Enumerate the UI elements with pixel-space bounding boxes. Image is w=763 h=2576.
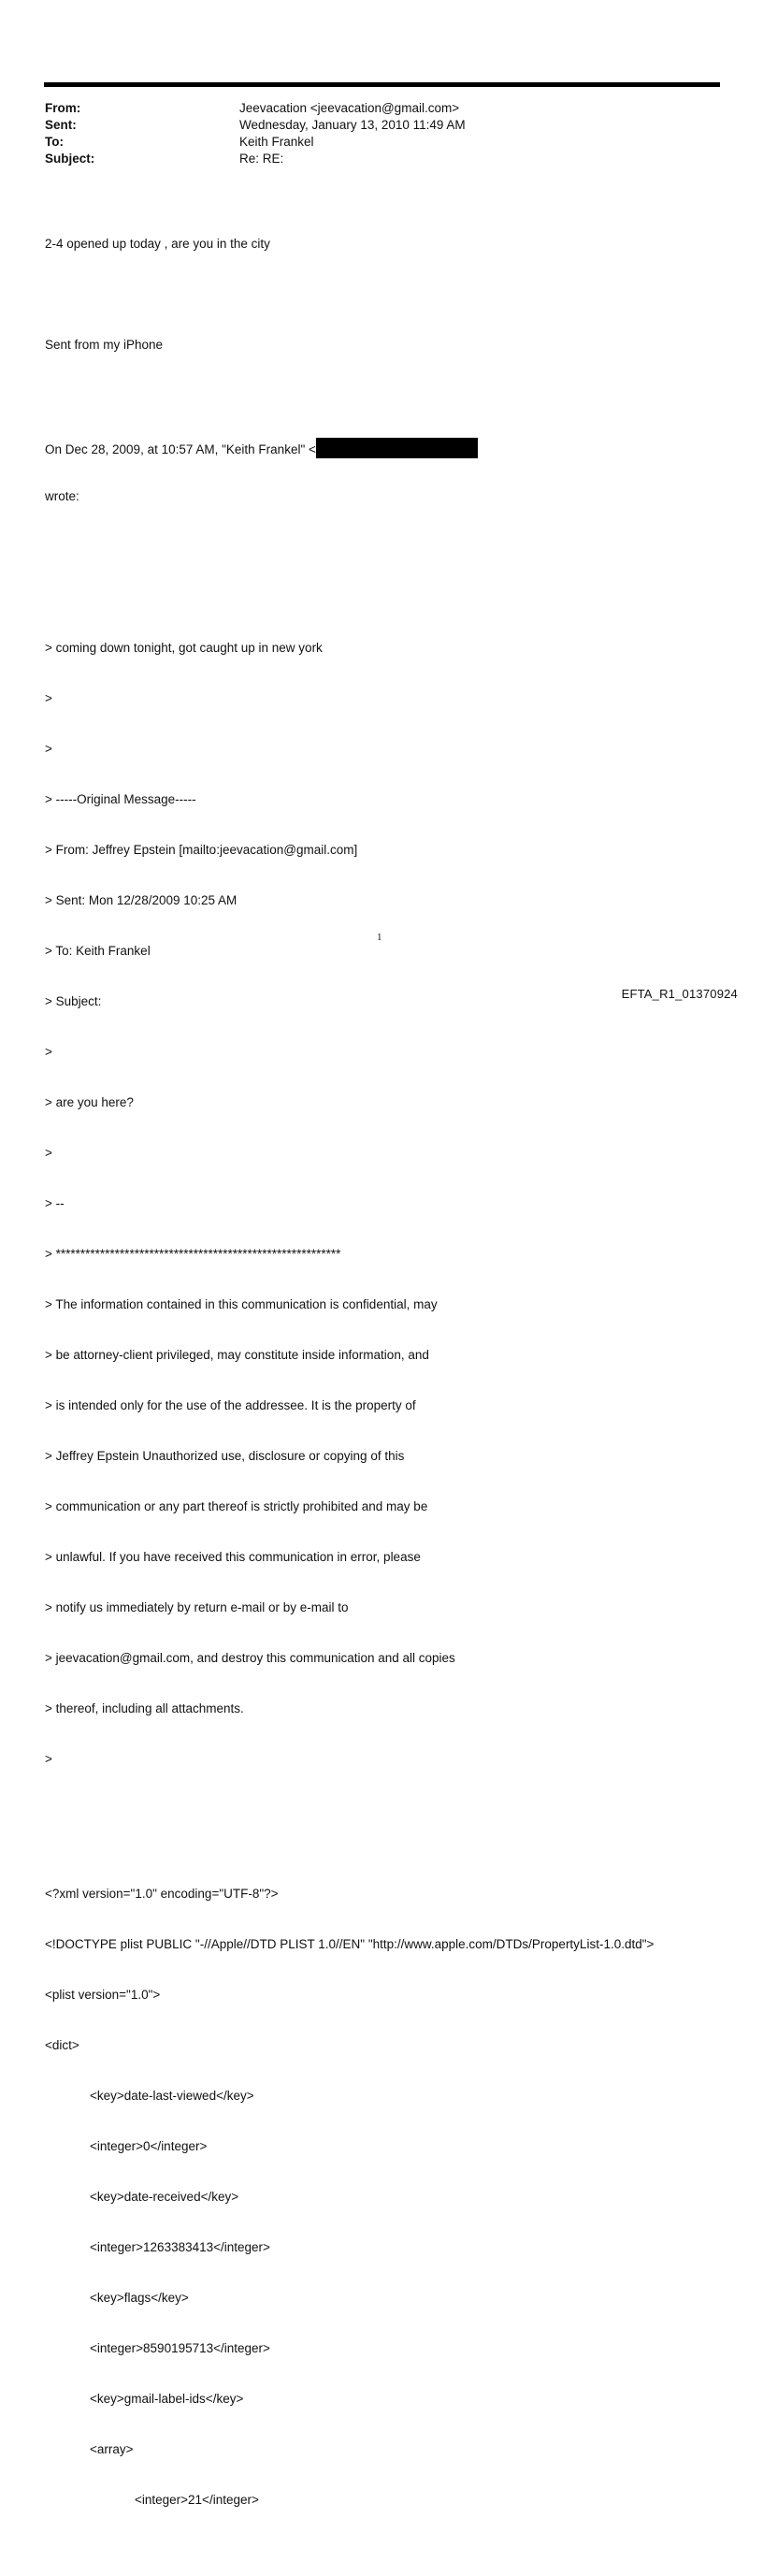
quoted-line: > Sent: Mon 12/28/2009 10:25 AM [45, 893, 238, 907]
from-row [45, 100, 466, 117]
sent-row [45, 117, 466, 134]
header-divider [44, 82, 720, 87]
page-number: 1 [377, 932, 382, 943]
blank-line [45, 387, 718, 404]
quoted-line: > is intended only for the use of the addressee. It is the property of [45, 1398, 416, 1412]
quoted-line: > Subject: [45, 994, 102, 1008]
subject-label: Subject: [45, 152, 95, 166]
xml-line: <integer>8590195713</integer> [90, 2341, 270, 2355]
quoted-line: > From: Jeffrey Epstein [mailto:jeevacation@gmail.com] [45, 843, 358, 857]
to-value: Keith Frankel [239, 135, 314, 149]
xml-line: <?xml version="1.0" encoding="UTF-8"?> [45, 1887, 279, 1901]
sent-value: Wednesday, January 13, 2010 11:49 AM [239, 118, 466, 132]
email-header [45, 100, 466, 167]
xml-line: <key>flags</key> [90, 2291, 189, 2305]
quoted-line: > [45, 1146, 52, 1160]
body-line: Sent from my iPhone [45, 338, 164, 352]
quoted-line: > -- [45, 1196, 65, 1210]
blank-line [45, 286, 718, 303]
xml-line: <integer>1263383413</integer> [90, 2240, 270, 2254]
sent-label: Sent: [45, 118, 77, 132]
xml-line: <integer>21</integer> [135, 2493, 259, 2507]
from-label: From: [45, 101, 81, 115]
document-id: EFTA_R1_01370924 [621, 987, 738, 1001]
blank-line [45, 539, 718, 556]
quoted-line: > unlawful. If you have received this communication in error, please [45, 1550, 421, 1564]
quoted-line: > are you here? [45, 1095, 134, 1109]
quoted-line: > [45, 742, 52, 756]
quoted-line: > -----Original Message----- [45, 792, 196, 806]
xml-line: <key>date-last-viewed</key> [90, 2089, 254, 2103]
xml-line: <array> [90, 2442, 134, 2456]
to-label: To: [45, 135, 64, 149]
redaction-block [316, 438, 478, 458]
quoted-line: > The information contained in this communication is confidential, may [45, 1297, 438, 1311]
xml-line: <key>gmail-label-ids</key> [90, 2392, 244, 2406]
xml-plist-block [45, 1852, 718, 2542]
quoted-line: > [45, 691, 52, 705]
xml-line: <!DOCTYPE plist PUBLIC "-//Apple//DTD PLIST 1.0//EN" "http://www.apple.com/DTDs/PropertyList-1.0.dtd"> [45, 1937, 655, 1951]
email-body [45, 202, 718, 2576]
quoted-line: > [45, 1752, 52, 1766]
reply-attribution-text: On Dec 28, 2009, at 10:57 AM, "Keith Frankel" < [45, 442, 316, 456]
quoted-line: > jeevacation@gmail.com, and destroy this communication and all copies [45, 1651, 455, 1665]
quoted-line: > ********************************************************** [45, 1247, 341, 1261]
xml-line: <integer>0</integer> [90, 2139, 208, 2153]
quoted-line: > thereof, including all attachments. [45, 1701, 244, 1715]
quoted-message [45, 606, 718, 1802]
quoted-line: > communication or any part thereof is strictly prohibited and may be [45, 1499, 428, 1513]
xml-line: <key>date-received</key> [90, 2190, 239, 2204]
subject-value: Re: RE: [239, 152, 284, 166]
quoted-line: > Jeffrey Epstein Unauthorized use, disclosure or copying of this [45, 1449, 405, 1463]
reply-attribution [45, 438, 718, 455]
from-value: Jeevacation <jeevacation@gmail.com> [239, 101, 460, 115]
body-line: 2-4 opened up today , are you in the city [45, 237, 270, 251]
subject-row [45, 151, 466, 167]
quoted-line: > To: Keith Frankel [45, 944, 151, 958]
body-line: wrote: [45, 489, 79, 503]
to-row [45, 134, 466, 151]
quoted-line: > coming down tonight, got caught up in new york [45, 641, 323, 655]
quoted-line: > be attorney-client privileged, may constitute inside information, and [45, 1348, 429, 1362]
quoted-line: > [45, 1045, 52, 1059]
quoted-line: > notify us immediately by return e-mail or by e-mail to [45, 1600, 349, 1614]
xml-line: <dict> [45, 2038, 79, 2052]
xml-line: <plist version="1.0"> [45, 1988, 161, 2002]
